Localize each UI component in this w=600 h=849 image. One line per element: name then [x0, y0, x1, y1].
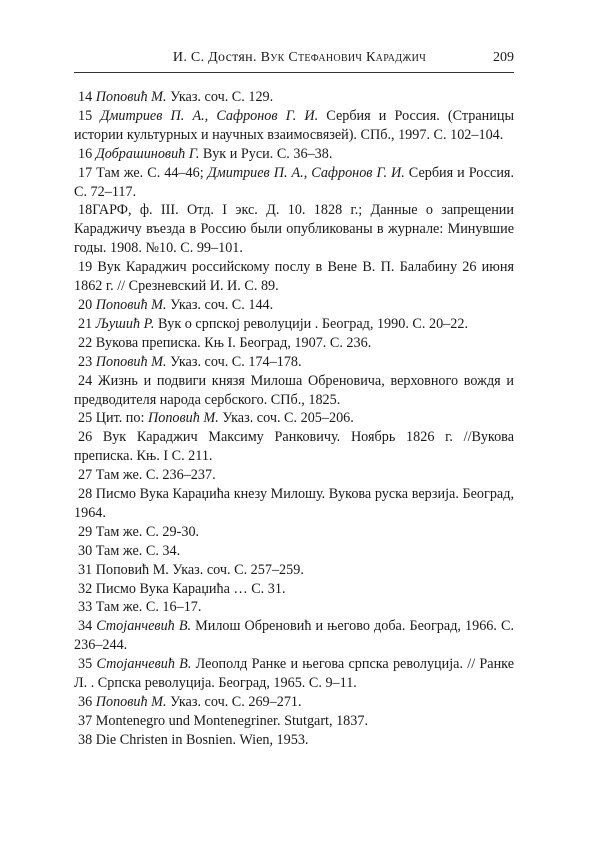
endnote-author: Дмитриев П. А., Сафронов Г. И.: [207, 164, 405, 181]
endnote-author: Поповић М.: [95, 353, 167, 370]
endnote-25: [74, 409, 514, 428]
endnote-17: [74, 164, 514, 202]
endnote-18: [74, 201, 514, 258]
endnote-24: [74, 372, 514, 410]
endnote-author: Поповић М.: [95, 694, 167, 710]
endnote-36: [74, 693, 514, 712]
endnote-number: 26: [78, 429, 93, 446]
endnote-number: 25: [78, 410, 93, 427]
endnote-text: Указ. соч. С. 269–271.: [166, 694, 302, 710]
endnote-number: 22: [78, 334, 93, 351]
running-header: [74, 46, 514, 68]
endnote-text: Вукова преписка. Књ I. Београд, 1907. С. 236.: [92, 334, 372, 351]
endnote-text: Вук о српској револуцији . Београд, 1990. С. 20–22.: [154, 315, 469, 332]
endnote-37: [74, 712, 514, 731]
endnote-20: [74, 296, 514, 315]
endnote-text: Вук и Руси. С. 36–38.: [199, 145, 333, 162]
endnote-35: [74, 655, 514, 693]
endnote-19: [74, 258, 514, 296]
endnote-author: Стојанчевић В.: [96, 618, 192, 635]
endnote-text: Вук Караджич Максиму Ранковичу. Ноябрь 1826 г. //Вукова преписка. Књ. I С. 211.: [74, 429, 514, 465]
endnote-number: 36: [78, 694, 93, 710]
endnote-number: 16: [78, 145, 93, 162]
endnote-text: Указ. соч. С. 174–178.: [166, 353, 302, 370]
endnote-16: [74, 145, 514, 164]
endnote-number: 17: [78, 164, 93, 181]
endnote-number: 35: [78, 656, 93, 673]
endnote-text: Там же. С. 29-30.: [92, 523, 200, 540]
endnote-text: Леополд Ранке и његова српска револуција. // Ранке Л. . Српска револуција. Београд, 1965. С. 9–11.: [74, 656, 514, 692]
endnote-author: Поповић М.: [95, 89, 167, 105]
endnote-21: [74, 315, 514, 334]
endnote-number: 38: [78, 731, 93, 748]
endnote-text: Die Christen in Bosnien. Wien, 1953.: [92, 731, 309, 748]
running-title: [173, 50, 426, 66]
endnote-text: Там же. С. 236–237.: [92, 467, 216, 484]
endnote-28: [74, 485, 514, 523]
endnote-number: 18: [78, 202, 93, 219]
endnote-33: [74, 598, 514, 617]
endnote-text: Указ. соч. С. 129.: [166, 89, 274, 105]
endnote-text: Поповић М. Указ. соч. С. 257–259.: [92, 561, 304, 578]
running-title-authors: И. С. Достян.: [172, 50, 257, 65]
endnote-text: Montenegro und Montenegriner. Stutgart, 1837.: [92, 712, 369, 729]
endnote-text: Милош Обреновић и његово доба. Београд, 1966. С. 236–244.: [74, 618, 515, 654]
endnote-number: 24: [78, 372, 93, 389]
endnote-27: [74, 466, 514, 485]
endnote-number: 21: [78, 315, 93, 332]
endnote-15: [74, 107, 514, 145]
endnote-number: 15: [78, 107, 93, 124]
endnote-text: ГАРФ, ф. III. Отд. I экс. Д. 10. 1828 г.; Данные о запрещении Караджичу въезда в Россию были опубликованы в журнале: Минувшие годы. 1908. №10. С. 99–101.: [74, 202, 514, 257]
endnote-author: Стојанчевић В.: [96, 656, 192, 673]
endnote-text: Вук Караджич российскому послу в Вене В. П. Балабину 26 июня 1862 г. // Срезневский И. И. С. 89.: [74, 259, 514, 295]
endnote-text: Сербия и Россия. С. 72–117.: [74, 164, 515, 200]
endnote-number: 19: [78, 259, 93, 276]
endnote-text: Там же. С. 44–46;: [92, 164, 208, 181]
endnote-text: Указ. соч. С. 205–206.: [218, 410, 354, 427]
endnote-number: 37: [78, 712, 93, 729]
endnote-number: 27: [78, 467, 93, 484]
page-number: 209: [493, 50, 514, 65]
endnote-author: Дмитриев П. А., Сафронов Г. И.: [100, 107, 319, 124]
endnote-26: [74, 428, 514, 466]
endnote-text: Там же. С. 16–17.: [92, 599, 202, 616]
endnote-text: Жизнь и подвиги князя Милоша Обреновича, верховного вождя и предводителя народа сербского. СПб., 1825.: [74, 372, 514, 408]
endnote-23: [74, 353, 514, 372]
endnote-number: 29: [78, 523, 93, 540]
endnote-number: 34: [78, 618, 93, 635]
endnote-author: Поповић М.: [147, 410, 219, 427]
endnote-text: Писмо Вука Караџића … С. 31.: [92, 580, 286, 597]
endnote-number: 20: [78, 296, 93, 313]
endnote-29: [74, 523, 514, 542]
endnote-author: Добрашиновић Г.: [95, 145, 200, 162]
endnote-30: [74, 542, 514, 561]
endnote-number: 28: [78, 486, 93, 503]
endnote-34: [74, 617, 514, 655]
endnote-number: 32: [78, 580, 93, 597]
endnote-38: [74, 731, 514, 750]
endnote-text: Там же. С. 34.: [92, 542, 181, 559]
endnotes-list: [74, 88, 514, 750]
endnote-text: Сербия и Россия. (Страницы истории культурных и научных взаимосвязей). СПб., 1997. С. 102–104.: [74, 107, 514, 143]
endnote-author: Љушић Р.: [95, 315, 155, 332]
endnote-text: Писмо Вука Караџића кнезу Милошу. Вукова руска верзија. Београд, 1964.: [74, 486, 514, 521]
running-title-subject: Вук Стефанович Караджич: [260, 50, 426, 65]
endnote-number: 33: [78, 599, 93, 616]
endnote-number: 14: [78, 89, 93, 105]
endnote-number: 23: [78, 353, 93, 370]
endnote-text: Указ. соч. С. 144.: [166, 296, 274, 313]
endnote-32: [74, 580, 514, 599]
endnote-31: [74, 561, 514, 580]
endnote-number: 31: [78, 561, 93, 578]
endnote-text: Цит. по:: [92, 410, 148, 427]
header-rule: [74, 72, 514, 73]
endnote-14: [74, 88, 514, 107]
endnote-author: Поповић М.: [95, 296, 167, 313]
endnote-number: 30: [78, 542, 93, 559]
endnote-22: [74, 334, 514, 353]
